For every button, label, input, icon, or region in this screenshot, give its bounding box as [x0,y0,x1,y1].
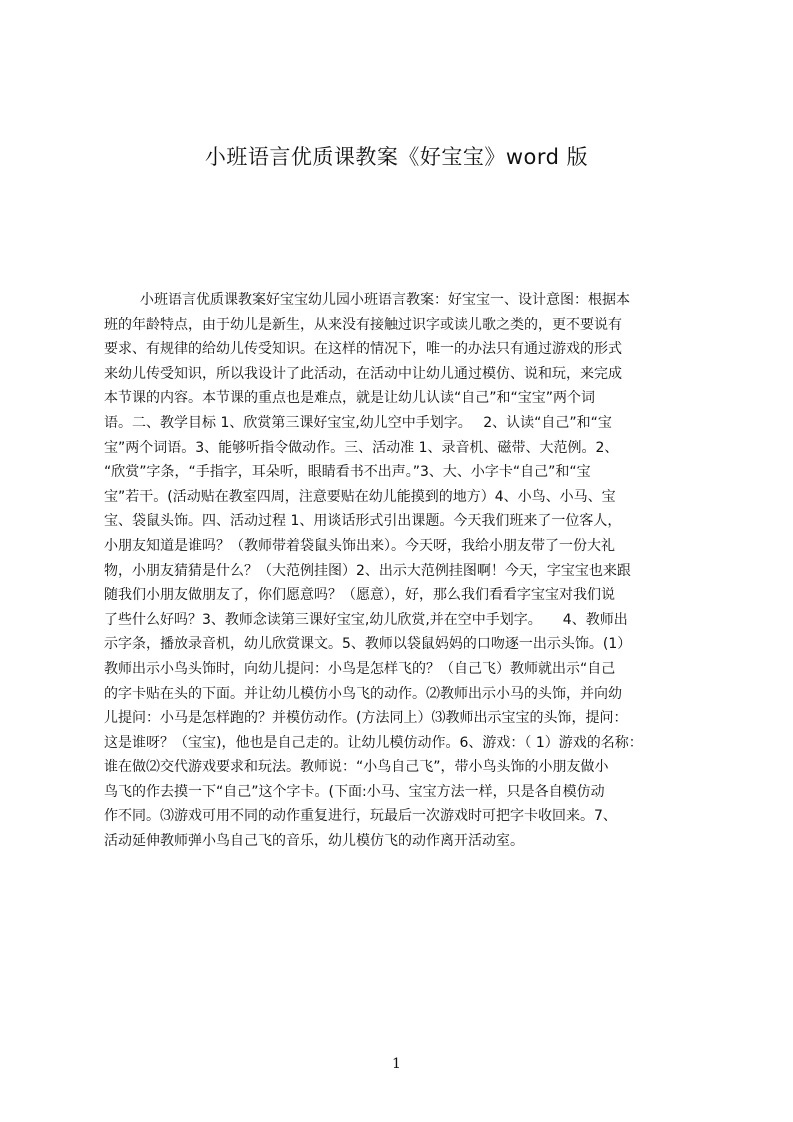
body-line: 了些什么好吗？3、教师念读第三课好宝宝,幼儿欣赏,并在空中手划字。 4、教师出 [104,611,628,628]
body-line: 小班语言优质课教案好宝宝幼儿园小班语言教案：好宝宝一、设计意图：根据本 [140,292,630,308]
body-line: 这是谁呀？（宝宝)，他也是自己走的。让幼儿模仿动作。6、游戏：（ 1）游戏的名称： [104,734,643,751]
body-line: 语。二、教学目标 1、欣赏第三课好宝宝,幼儿空中手划字。 2、认读“自己”和“宝 [104,414,612,431]
document-title: 小班语言优质课教案《好宝宝》word 版 [204,145,589,169]
body-line: 儿提问：小马是怎样跑的？并模仿动作。(方法同上）⑶教师出示宝宝的头饰，提问： [104,710,628,727]
body-line: 鸟飞的作去摸一下“自己”这个字卡。(下面:小马、宝宝方法一样，只是各自模仿动 [104,783,605,800]
body-line: 班的年龄特点，由于幼儿是新生，从来没有接触过识字或读儿歌之类的，更不要说有 [104,316,622,333]
body-line: 宝”若干。(活动贴在教室四周，注意要贴在幼儿能摸到的地方）4、小鸟、小马、宝 [104,488,616,505]
body-line: 宝”两个词语。3、能够听指令做动作。三、活动准 1、录音机、磁带、大范例。2、 [104,439,619,456]
body-line: 来幼儿传受知识，所以我设计了此活动，在活动中让幼儿通过模仿、说和玩，来完成 [104,365,622,382]
body-line: 物，小朋友猜猜是什么？（大范例挂图）2、出示大范例挂图啊！今天，字宝宝也来跟 [104,562,631,579]
body-line: 的字卡贴在头的下面。并让幼儿模仿小鸟飞的动作。⑵教师出示小马的头饰，并向幼 [104,685,622,702]
page-number: 1 [392,1056,401,1072]
body-line: 教师出示小鸟头饰时，向幼儿提问：小鸟是怎样飞的？（自己飞）教师就出示“自己 [104,660,616,677]
body-line: 本节课的内容。本节课的重点也是难点，就是让幼儿认读“自己”和“宝宝”两个词 [104,390,596,407]
body-line: “欣赏”字条，“手指字，耳朵听，眼睛看书不出声。”3、大、小字卡“自己”和“宝 [104,464,591,481]
body-line: 活动延伸教师弹小鸟自己飞的音乐，幼儿模仿飞的动作离开活动室。 [104,833,524,850]
body-line: 随我们小朋友做朋友了，你们愿意吗？（愿意），好，那么我们看看字宝宝对我们说 [104,587,615,604]
body-line: 小朋友知道是谁吗？（教师带着袋鼠头饰出来）。今天呀，我给小朋友带了一份大礼 [104,537,615,554]
body-paragraph [104,288,700,854]
body-line: 宝、袋鼠头饰。四、活动过程 1、用谈话形式引出课题。今天我们班来了一位客人， [104,513,622,530]
body-line: 作不同。⑶游戏可用不同的动作重复进行，玩最后一次游戏时可把字卡收回来。7、 [104,808,617,825]
body-line: 谁在做⑵交代游戏要求和玩法。教师说：“小鸟自己飞”，带小鸟头饰的小朋友做小 [104,759,609,776]
body-line: 要求、有规律的给幼儿传受知识。在这样的情况下，唯一的办法只有通过游戏的形式 [104,341,622,358]
body-line: 示字条，播放录音机，幼儿欣赏课文。5、教师以袋鼠妈妈的口吻逐一出示头饰。(1） [104,636,632,653]
